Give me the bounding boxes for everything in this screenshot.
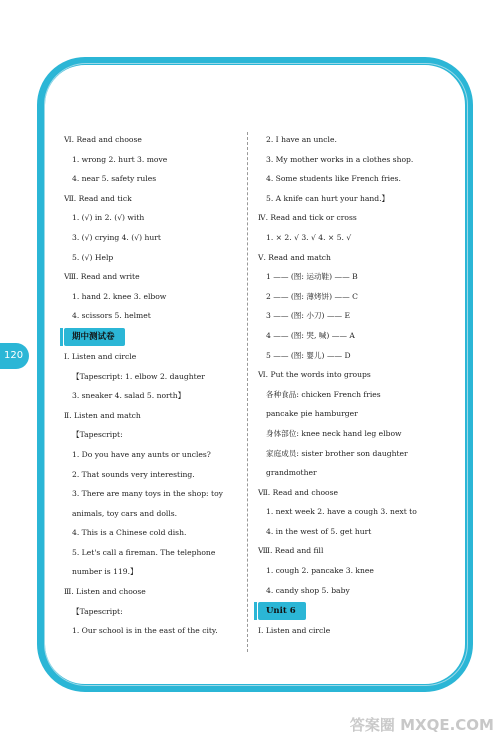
answer-line: 身体部位: knee neck hand leg elbow bbox=[266, 428, 402, 438]
column-divider bbox=[247, 132, 248, 652]
answer-line: 1. Our school is in the east of the city. bbox=[72, 626, 218, 636]
section-heading: Ⅵ. Read and choose bbox=[64, 135, 142, 144]
answer-line: pancake pie hamburger bbox=[266, 409, 358, 419]
answer-line: 1. next week 2. have a cough 3. next to bbox=[266, 507, 417, 517]
section-heading: Ⅷ. Read and write bbox=[64, 272, 140, 282]
answer-line: 3. My mother works in a clothes shop. bbox=[266, 154, 414, 164]
answer-line: 【Tapescript: bbox=[72, 606, 123, 616]
answer-line: animals, toy cars and dolls. bbox=[72, 508, 178, 518]
watermark: 答案圈 MXQE.COM bbox=[349, 716, 494, 734]
section-banner: Unit 6 bbox=[258, 602, 306, 620]
answer-line: 5. A knife can hurt your hand.】 bbox=[266, 193, 390, 203]
answer-line: 4. near 5. safety rules bbox=[72, 174, 157, 184]
answer-line: 5. Let's call a fireman. The telephone bbox=[72, 547, 216, 557]
section-heading: Ⅱ. Listen and match bbox=[64, 410, 141, 420]
answer-line: 3. (√) crying 4. (√) hurt bbox=[72, 232, 161, 242]
section-heading: Ⅶ. Read and tick bbox=[64, 193, 132, 203]
page-number: 120 bbox=[0, 343, 29, 369]
answer-line: 各种食品: chicken French fries bbox=[266, 389, 381, 399]
answer-line: 【Tapescript: 1. elbow 2. daughter bbox=[72, 371, 205, 381]
section-heading: Ⅶ. Read and choose bbox=[258, 487, 339, 497]
answer-line: 4. scissors 5. helmet bbox=[72, 311, 151, 321]
section-heading: Ⅰ. Listen and circle bbox=[64, 351, 137, 361]
answer-line: 1. hand 2. knee 3. elbow bbox=[72, 291, 167, 301]
section-heading: Ⅵ. Put the words into groups bbox=[258, 370, 371, 380]
answer-line: 1. Do you have any aunts or uncles? bbox=[72, 449, 211, 459]
left-column bbox=[64, 130, 242, 641]
section-heading: Ⅷ. Read and fill bbox=[258, 546, 324, 556]
answer-line: 4 —— (图: 哭, 喊) —— A bbox=[266, 330, 355, 340]
section-heading: Ⅳ. Read and tick or cross bbox=[258, 213, 357, 223]
answer-line: 4. in the west of 5. get hurt bbox=[266, 526, 372, 536]
answer-line: 1 —— (图: 运动鞋) —— B bbox=[266, 272, 358, 282]
answer-line: 3. sneaker 4. salad 5. north】 bbox=[72, 391, 186, 401]
answer-line: 5 —— (图: 婴儿) —— D bbox=[266, 350, 351, 360]
section-banner-wrap bbox=[258, 600, 448, 621]
answer-line: 4. This is a Chinese cold dish. bbox=[72, 528, 187, 538]
answer-line: 1. wrong 2. hurt 3. move bbox=[72, 154, 168, 164]
answer-line: 4. candy shop 5. baby bbox=[266, 585, 350, 595]
answer-line: 【Tapescript: bbox=[72, 430, 123, 440]
answer-line: 3 —— (图: 小刀) —— E bbox=[266, 311, 351, 321]
answer-line: 1. (√) in 2. (√) with bbox=[72, 213, 145, 223]
section-heading: Ⅴ. Read and match bbox=[258, 252, 331, 262]
answer-line: number is 119.】 bbox=[72, 567, 138, 577]
answer-line: 3. There are many toys in the shop: toy bbox=[72, 489, 223, 499]
answer-line: 4. Some students like French fries. bbox=[266, 174, 401, 184]
section-banner-wrap bbox=[64, 326, 242, 347]
section-heading: Ⅲ. Listen and choose bbox=[64, 587, 146, 597]
answer-line: 5. (√) Help bbox=[72, 252, 114, 262]
answer-line: 1. cough 2. pancake 3. knee bbox=[266, 566, 374, 576]
answer-line: 2 —— (图: 薄烤饼) —— C bbox=[266, 291, 358, 301]
section-banner: 期中测试卷 bbox=[64, 328, 125, 346]
answer-line: 家庭成员: sister brother son daughter bbox=[266, 448, 408, 458]
answer-line: 1. × 2. √ 3. √ 4. × 5. √ bbox=[266, 232, 352, 242]
answer-line: 2. That sounds very interesting. bbox=[72, 469, 195, 479]
answer-line: grandmother bbox=[266, 468, 317, 478]
answer-line: 2. I have an uncle. bbox=[266, 135, 337, 144]
section-heading: Ⅰ. Listen and circle bbox=[258, 626, 331, 636]
right-column bbox=[258, 130, 448, 641]
